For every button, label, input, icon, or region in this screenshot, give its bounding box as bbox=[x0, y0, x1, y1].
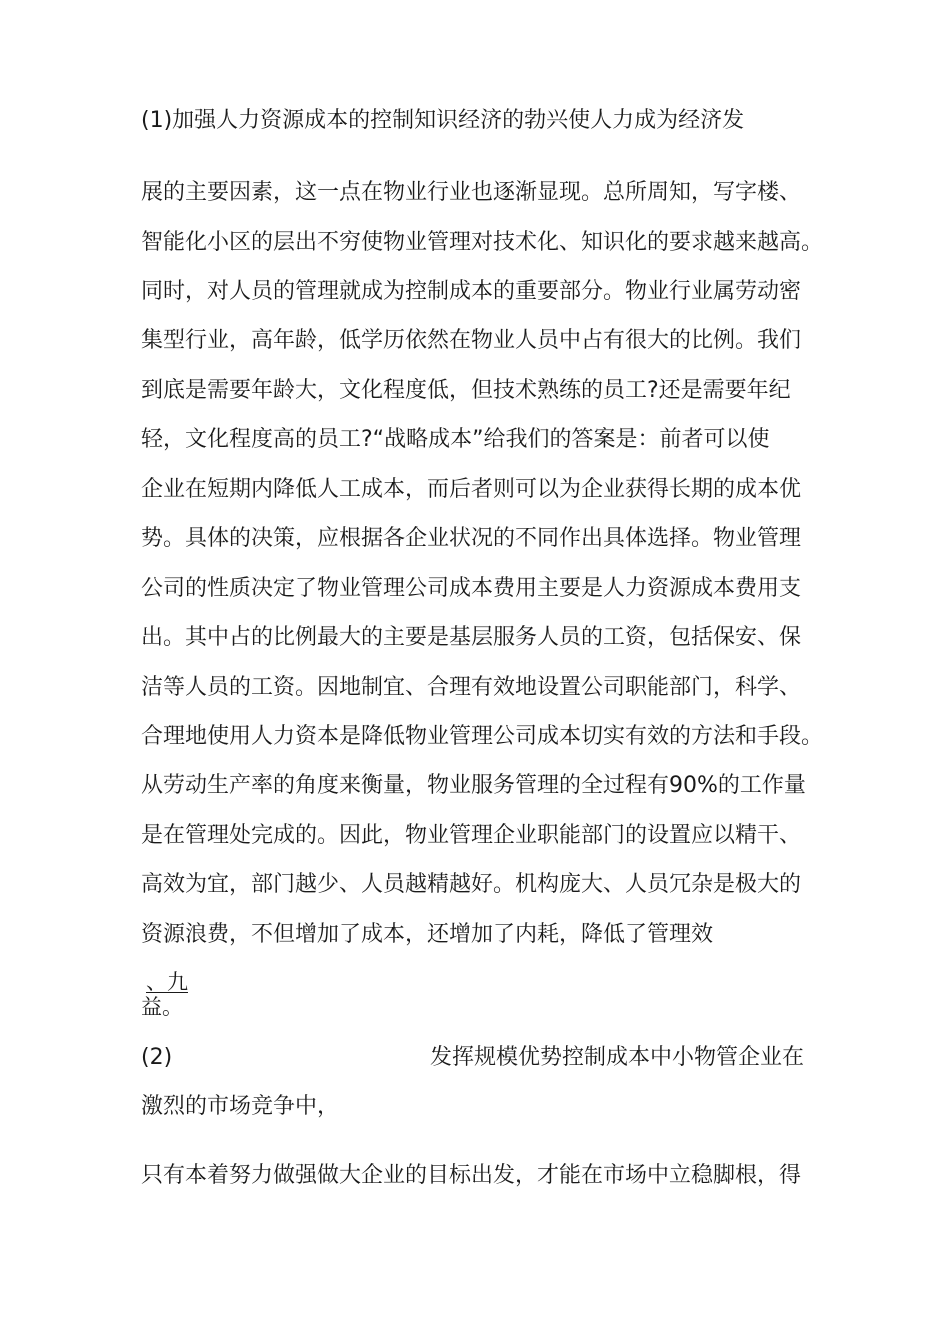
paragraph-1-line-3: 智能化小区的层出不穷使物业管理对技术化、知识化的要求越来越高。 bbox=[141, 230, 824, 255]
paragraph-1-line-9: 势。具体的决策，应根据各企业状况的不同作出具体选择。物业管理 bbox=[141, 526, 802, 551]
paragraph-1-line-2: 展的主要因素，这一点在物业行业也逐渐显现。总所周知，写字楼、 bbox=[141, 180, 802, 205]
paragraph-1-line-12: 洁等人员的工资。因地制宜、合理有效地设置公司职能部门，科学、 bbox=[141, 675, 802, 700]
paragraph-1-line-13: 合理地使用人力资本是降低物业管理公司成本切实有效的方法和手段。 bbox=[141, 724, 824, 749]
paragraph-1-line-10: 公司的性质决定了物业管理公司成本费用主要是人力资源成本费用支 bbox=[141, 576, 802, 601]
paragraph-1-ending: 益。 bbox=[141, 995, 183, 1019]
paragraph-1-line-11: 出。其中占的比例最大的主要是基层服务人员的工资，包括保安、保 bbox=[141, 625, 802, 650]
paragraph-1-line-4: 同时，对人员的管理就成为控制成本的重要部分。物业行业属劳动密 bbox=[141, 279, 802, 304]
paragraph-1-line-5: 集型行业，高年龄，低学历依然在物业人员中占有很大的比例。我们 bbox=[141, 328, 802, 353]
paragraph-1-line-17: 资源浪费，不但增加了成本，还增加了内耗，降低了管理效 bbox=[141, 922, 714, 947]
stray-fragment-upper: 、九 bbox=[146, 970, 188, 994]
paragraph-2-number: (2) bbox=[141, 1045, 173, 1070]
paragraph-1-line-8: 企业在短期内降低人工成本，而后者则可以为企业获得长期的成本优 bbox=[141, 477, 802, 502]
paragraph-2-line-2: 激烈的市场竞争中， bbox=[141, 1094, 340, 1119]
paragraph-1-line-16: 高效为宜，部门越少、人员越精越好。机构庞大、人员冗杂是极大的 bbox=[141, 872, 802, 897]
paragraph-1-line-15: 是在管理处完成的。因此，物业管理企业职能部门的设置应以精干、 bbox=[141, 823, 802, 848]
paragraph-1-line-7: 轻，文化程度高的员工?“战略成本”给我们的答案是：前者可以使 bbox=[141, 427, 770, 452]
paragraph-1-line-1: (1)加强人力资源成本的控制知识经济的勃兴使人力成为经济发 bbox=[141, 108, 745, 133]
paragraph-2-heading: 发挥规模优势控制成本中小物管企业在 bbox=[430, 1045, 805, 1070]
paragraph-3-line-1: 只有本着努力做强做大企业的目标出发，才能在市场中立稳脚根，得 bbox=[141, 1163, 802, 1188]
paragraph-1-line-14: 从劳动生产率的角度来衡量，物业服务管理的全过程有90%的工作量 bbox=[141, 773, 806, 798]
paragraph-1-line-6: 到底是需要年龄大，文化程度低，但技术熟练的员工?还是需要年纪 bbox=[141, 378, 791, 403]
